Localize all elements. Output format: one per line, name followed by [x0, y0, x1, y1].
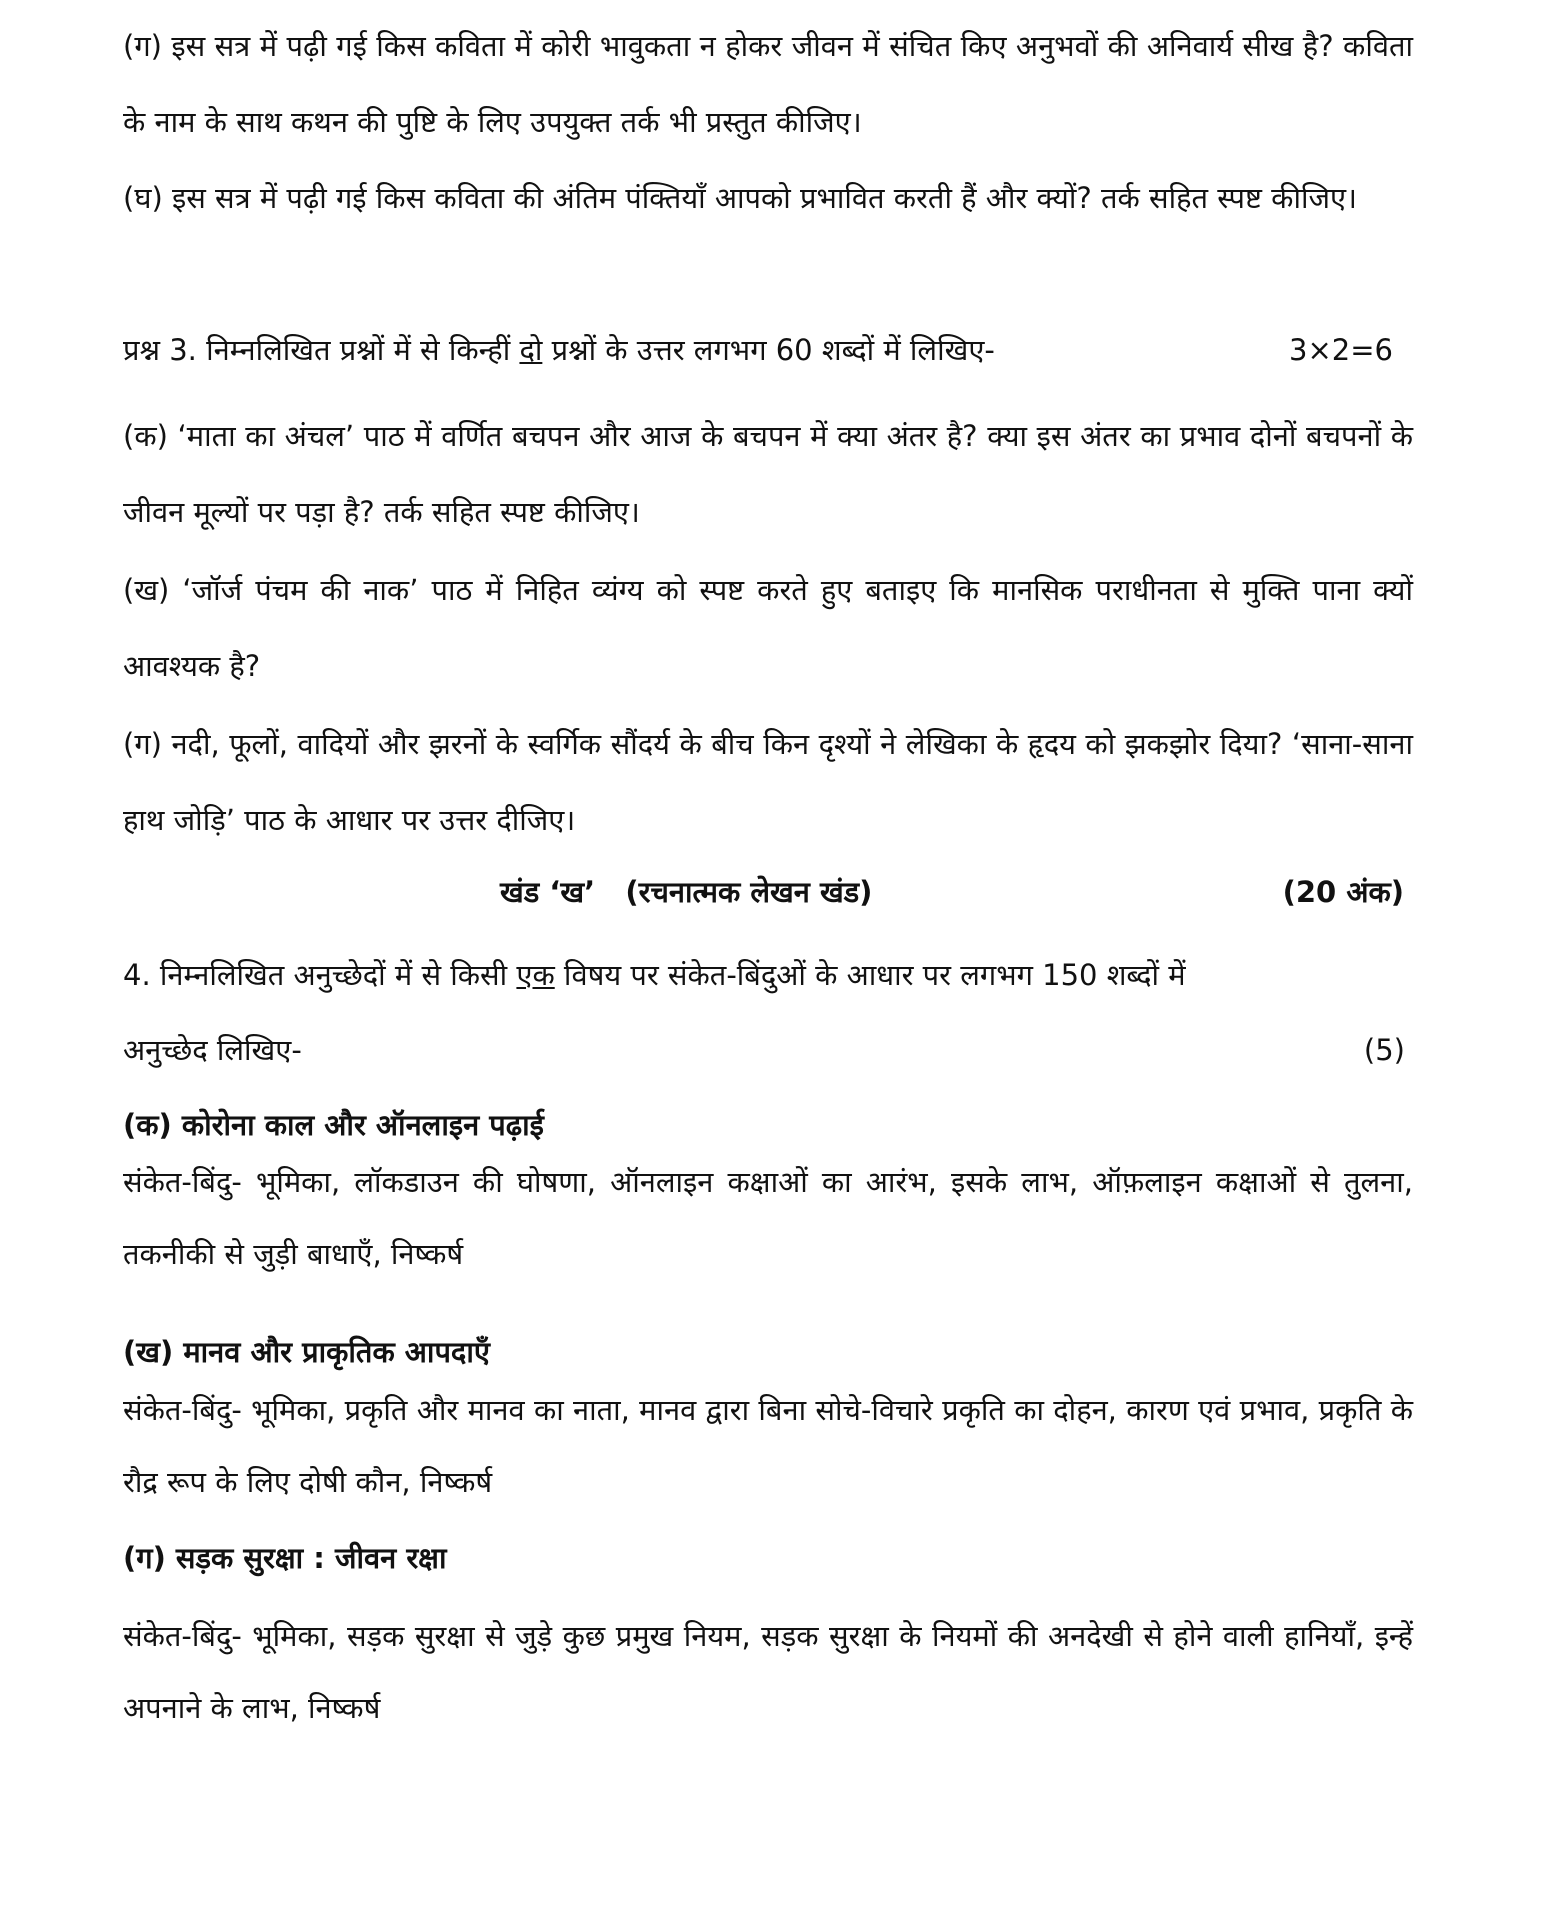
q3-underlined: दो [519, 333, 543, 367]
q3-suffix: प्रश्नों के उत्तर लगभग 60 शब्दों में लिखिए- [542, 333, 995, 367]
q3-instruction [123, 330, 1413, 370]
q3-marks: 3×2=6 [1289, 333, 1393, 367]
q3-part-kh: (ख) ‘जॉर्ज पंचम की नाक’ पाठ में निहित व्यंग्य को स्पष्ट करते हुए बताइए कि मानसिक पराधीनता से मुक्ति पाना क्यों आवश्यक है? [123, 573, 1413, 683]
q3-part-k: (क) ‘माता का अंचल’ पाठ में वर्णित बचपन और आज के बचपन में क्या अंतर है? क्या इस अंतर का प्रभाव दोनों बचपनों के जीवन मूल्यों पर पड़ा है? तर्क सहित स्पष्ट कीजिए। [123, 419, 1413, 529]
q4-instruction-line2 [123, 1030, 1413, 1070]
q4-suffix: विषय पर संकेत-बिंदुओं के आधार पर लगभग 150 शब्दों में [554, 958, 1186, 992]
q4-line2: अनुच्छेद लिखिए- [123, 1033, 302, 1067]
section-b-marks: (20 अंक) [1282, 875, 1404, 909]
q4-topic-k-points: संकेत-बिंदु- भूमिका, लॉकडाउन की घोषणा, ऑनलाइन कक्षाओं का आरंभ, इसके लाभ, ऑफ़लाइन कक्षाओं से तुलना, तकनीकी से जुड़ी बाधाएँ, निष्कर्ष [123, 1165, 1413, 1271]
q4-topic-kh-heading: (ख) मानव और प्राकृतिक आपदाएँ [123, 1335, 490, 1369]
q4-topic-g-points: संकेत-बिंदु- भूमिका, सड़क सुरक्षा से जुड़े कुछ प्रमुख नियम, सड़क सुरक्षा के नियमों की अनदेखी से होने वाली हानियाँ, इन्हें अपनाने के लाभ, निष्कर्ष [123, 1619, 1413, 1725]
q3-part-g: (ग) नदी, फूलों, वादियों और झरनों के स्वर्गिक सौंदर्य के बीच किन दृश्यों ने लेखिका के हृदय को झकझोर दिया? ‘साना-साना हाथ जोड़ि’ पाठ के आधार पर उत्तर दीजिए। [123, 727, 1413, 837]
q3-prefix: प्रश्न 3. निम्नलिखित प्रश्नों में से किन्हीं [123, 333, 520, 367]
q4-topic-kh-points: संकेत-बिंदु- भूमिका, प्रकृति और मानव का नाता, मानव द्वारा बिना सोचे-विचारे प्रकृति का दोहन, कारण एवं प्रभाव, प्रकृति के रौद्र रूप के लिए दोषी कौन, निष्कर्ष [123, 1393, 1413, 1499]
q4-prefix: 4. निम्नलिखित अनुच्छेदों में से किसी [123, 958, 517, 992]
q2-part-gh: (घ) इस सत्र में पढ़ी गई किस कविता की अंतिम पंक्तियाँ आपको प्रभावित करती हैं और क्यों? तर्क सहित स्पष्ट कीजिए। [123, 181, 1358, 215]
q3-instruction-text [123, 330, 995, 370]
q4-topic-g-heading: (ग) सड़क सुरक्षा : जीवन रक्षा [123, 1541, 447, 1575]
q4-topic-k-heading: (क) कोरोना काल और ऑनलाइन पढ़ाई [123, 1108, 544, 1142]
q4-instruction-line1 [123, 955, 1413, 995]
q4-underlined: एक [516, 958, 555, 992]
q4-instruction-text [123, 955, 1186, 995]
q2-part-g: (ग) इस सत्र में पढ़ी गई किस कविता में कोरी भावुकता न होकर जीवन में संचित किए अनुभवों की अनिवार्य सीख है? कविता के नाम के साथ कथन की पुष्टि के लिए उपयुक्त तर्क भी प्रस्तुत कीजिए। [123, 29, 1413, 139]
q4-marks: (5) [1363, 1033, 1405, 1067]
section-b-title: खंड ‘ख’ (रचनात्मक लेखन खंड) [500, 875, 873, 909]
